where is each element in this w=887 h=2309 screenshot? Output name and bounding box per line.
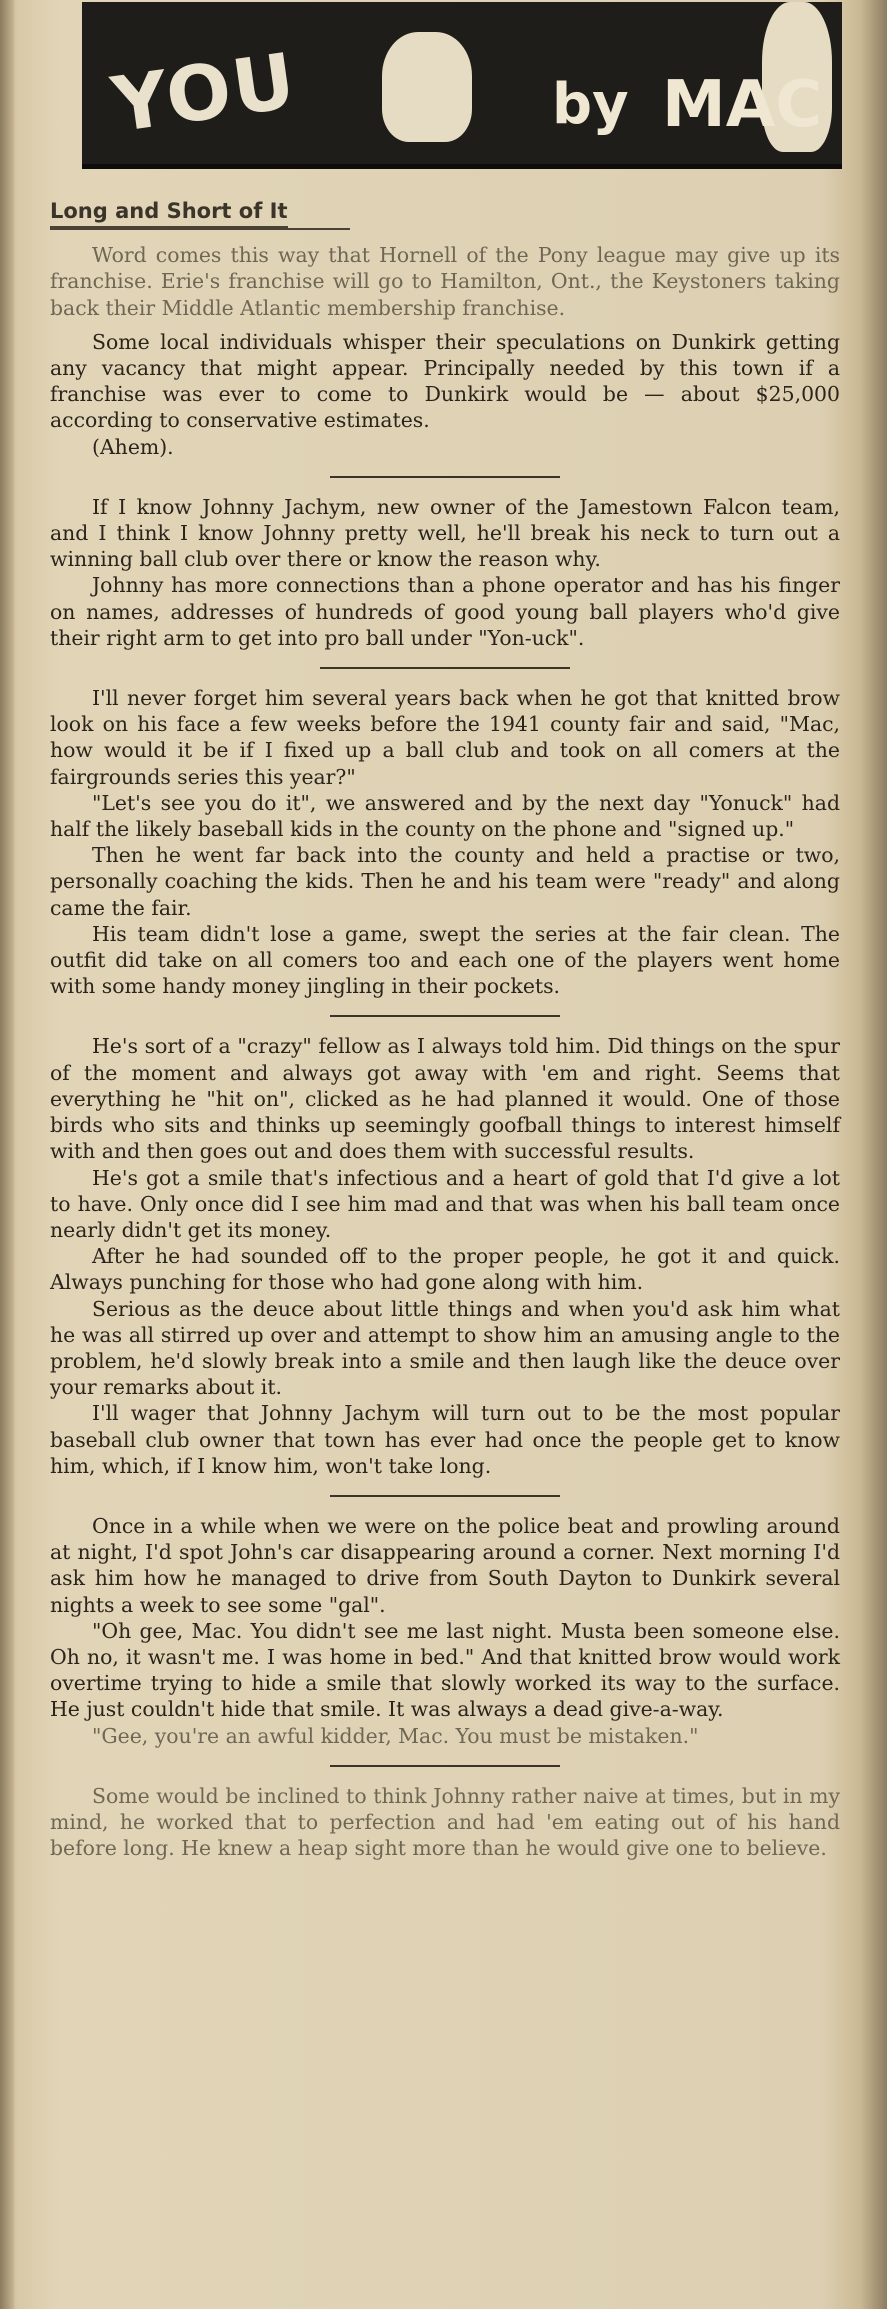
paragraph: His team didn't lose a game, swept the series at the fair clean. The outfit did take on all comers too and each one of the players went home with some handy money jingling in their pockets. — [50, 921, 840, 999]
paragraph: Once in a while when we were on the police beat and prowling around at night, I'd spot John's car disappearing around a corner. Next morning I'd ask him how he managed to drive from South Dayton to Dunkirk several nights a week to see some "gal". — [50, 1513, 840, 1617]
paragraph: "Gee, you're an awful kidder, Mac. You must be mistaken." — [92, 1723, 699, 1748]
paragraph: Serious as the deuce about little things and when you'd ask him what he was all stirred up over and attempt to show him an amusing angle to the problem, he'd slowly break into a smile and then laugh like the deuce over your remarks about it. — [50, 1296, 840, 1400]
paragraph: If I know Johnny Jachym, new owner of the Jamestown Falcon team, and I think I know Johnny pretty well, he'll break his neck to turn out a winning ball club over there or know the reason why. — [50, 494, 840, 572]
section-divider — [330, 1015, 560, 1017]
column-heading: Long and Short of It — [50, 198, 288, 228]
section-divider — [330, 1765, 560, 1767]
paragraph: (Ahem). — [92, 434, 174, 459]
column-masthead — [82, 2, 842, 169]
paragraph: I'll never forget him several years back when he got that knitted brow look on his face a few weeks before the 1941 county fair and said, "Mac, how would it be if I fixed up a ball club and took on all comers at the fairgrounds series this year?" — [50, 686, 840, 789]
paragraph: Then he went far back into the county and held a practise or two, personally coaching the kids. Then he and his team were "ready" and along came the fair. — [50, 843, 840, 920]
paragraph: He's sort of a "crazy" fellow as I always told him. Did things on the spur of the moment and always got away with 'em and right. Seems that everything he "hit on", clicked as he had planned it would. One of those birds who sits and thinks up seemingly goofball things to interest himself with and then goes out and does them with successful results. — [50, 1034, 840, 1164]
masthead-by-text: by — [552, 72, 629, 137]
paragraph: He's got a smile that's infectious and a heart of gold that I'd give a lot to have. Only once did I see him mad and that was when his ball team once nearly didn't get its money. — [50, 1165, 840, 1242]
paragraph: "Oh gee, Mac. You didn't see me last night. Musta been someone else. Oh no, it wasn't me. I was home in bed." And that knitted brow would work overtime trying to hide a smile that slowly worked its way to the surface. He just couldn't hide that smile. It was always a dead give-a-way. — [50, 1618, 840, 1722]
heading-underline — [50, 228, 350, 230]
paragraph: Some local individuals whisper their speculations on Dunkirk getting any vacancy that might appear. Principally needed by this town if a franchise was ever to come to Dunkirk would be — about $25,000 according to conservative estimates. — [50, 329, 840, 433]
column-body — [50, 190, 840, 1861]
section-divider — [320, 667, 570, 669]
paragraph: "Let's see you do it", we answered and by the next day "Yonuck" had half the likely baseball kids in the county on the phone and "signed up." — [50, 790, 840, 842]
paragraph: Johnny has more connections than a phone operator and has his finger on names, addresses of hundreds of good young ball players who'd give their right arm to get into pro ball under "Yon-uck". — [50, 573, 840, 650]
page-edge-shadow — [0, 0, 14, 2309]
paragraph: Word comes this way that Hornell of the Pony league may give up its franchise. Erie's franchise will go to Hamilton, Ont., the Keystoners taking back their Middle Atlantic membership franchise. — [50, 243, 840, 320]
section-divider — [330, 476, 560, 478]
cartoon-figure-left — [382, 32, 472, 142]
section-divider — [330, 1495, 560, 1497]
paragraph: After he had sounded off to the proper people, he got it and quick. Always punching for those who had gone along with him. — [50, 1244, 840, 1295]
paragraph: I'll wager that Johnny Jachym will turn out to be the most popular baseball club owner that town has ever had once the people get to know him, which, if I know him, won't take long. — [50, 1401, 840, 1478]
paragraph: Some would be inclined to think Johnny rather naive at times, but in my mind, he worked that to perfection and had 'em eating out of his hand before long. He knew a heap sight more than he would give one to believe. — [50, 1783, 840, 1861]
masthead-you-text: YOU — [106, 35, 302, 150]
masthead-mac-text: MAC — [662, 68, 823, 142]
